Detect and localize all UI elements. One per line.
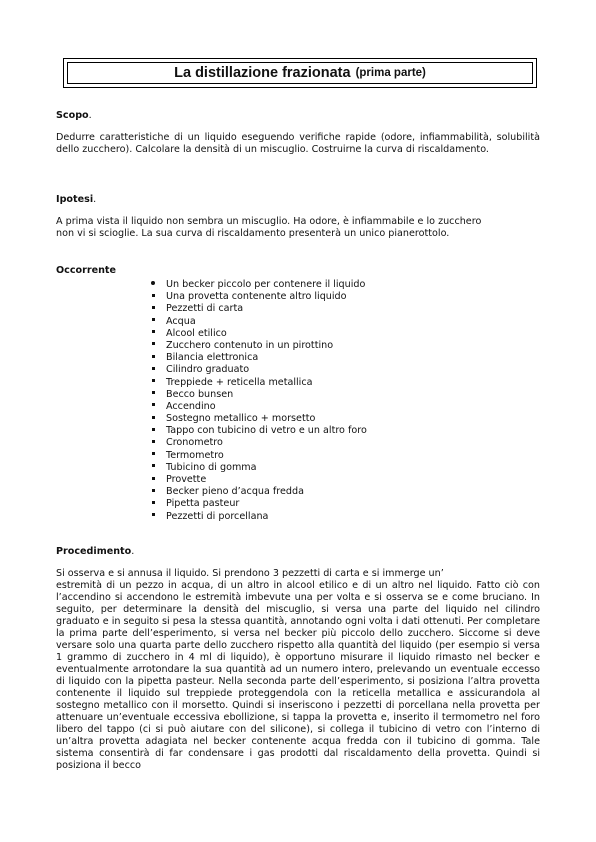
- square-bullet-icon: [148, 364, 158, 376]
- square-bullet-icon: [148, 474, 158, 486]
- procedimento-text: estremità di un pezzo in acqua, di un altro in alcool etilico e di un altro nel liquido. Fatto ciò con l’accendino si accendono le estremità imbevute una per volta e si osserva se e come bruciano. In seguito, per determinare la densità del miscuglio, si versa una parte del liquido nel cilindro graduato e in seguito si pesa la stessa quantità, annotando ogni volta i dati ottenuti. Per completare la prima parte dell’esperimento, si versa nel becker più piccolo dello zucchero. Siccome si deve versare solo una quarta parte dello zucchero rispetto alla quantità del liquido (per esempio si versa 1 grammo di zucchero in 4 ml di liquido), è opportuno misurare il liquido rimasto nel becker e eventualmente arrotondare la sua quantità ad un numero intero, prelevando un eventuale eccesso di liquido con la pipetta pasteur. Nella seconda parte dell’esperimento, si posiziona l’altra provetta contenente il liquido sul treppiede proteggendola con la reticella metallica e assicurandola al sostegno metallico con il morsetto. Quindi si inseriscono i pezzetti di porcellana nella provetta per attenuare un’eventuale eccessiva ebollizione, si tappa la provetta e, inserito il termometro nel foro libero del tappo (ci si può aiutare con del silicone), si collega il tubicino di vetro con l’interno di un’altra provetta adagiata nel becker contenente acqua fredda con il tubicino di gomma. Tale sistema consentirà di far condensare i gas prodotti dal riscaldamento della provetta. Quindi si posiziona il becco: [56, 580, 540, 771]
- material-item: [148, 377, 367, 389]
- round-bullet-icon: [148, 279, 158, 291]
- material-item: [148, 425, 367, 437]
- material-item-label: Termometro: [166, 449, 224, 461]
- square-bullet-icon: [148, 413, 158, 425]
- square-bullet-icon: [148, 303, 158, 315]
- material-item-label: Alcool etilico: [166, 327, 227, 339]
- material-item: [148, 279, 367, 291]
- material-item: [148, 450, 367, 462]
- section-ipotesi: [56, 194, 540, 240]
- square-bullet-icon: [148, 389, 158, 401]
- square-bullet-icon: [148, 486, 158, 498]
- material-item: [148, 303, 367, 315]
- ipotesi-line-2: non vi si scioglie. La sua curva di riscaldamento presenterà un unico pianerottolo.: [56, 228, 450, 239]
- material-item-label: Pipetta pasteur: [166, 498, 240, 510]
- ipotesi-line-1: A prima vista il liquido non sembra un miscuglio. Ha odore, è infiammabile e lo zucchero: [56, 216, 482, 227]
- square-bullet-icon: [148, 511, 158, 523]
- materials-list: [148, 279, 367, 523]
- section-occorrente: [56, 265, 540, 277]
- procedimento-first-line: Si osserva e si annusa il liquido. Si prendono 3 pezzetti di carta e si immerge un’: [56, 568, 444, 579]
- material-item-label: Pezzetti di porcellana: [166, 510, 269, 522]
- heading-ipotesi: Ipotesi.: [56, 194, 97, 205]
- section-procedimento: [56, 546, 540, 772]
- material-item-label: Becker pieno d’acqua fredda: [166, 486, 304, 498]
- square-bullet-icon: [148, 291, 158, 303]
- square-bullet-icon: [148, 462, 158, 474]
- material-item-label: Treppiede + reticella metallica: [166, 376, 313, 388]
- material-item: [148, 462, 367, 474]
- material-item-label: Bilancia elettronica: [166, 352, 259, 364]
- square-bullet-icon: [148, 498, 158, 510]
- square-bullet-icon: [148, 316, 158, 328]
- square-bullet-icon: [148, 377, 158, 389]
- material-item-label: Provette: [166, 474, 207, 485]
- square-bullet-icon: [148, 340, 158, 352]
- material-item: [148, 486, 367, 498]
- title-box-inner: [67, 62, 533, 84]
- material-item-label: Becco bunsen: [166, 388, 234, 400]
- heading-scopo: Scopo.: [56, 110, 92, 121]
- material-item: [148, 437, 367, 449]
- material-item: [148, 511, 367, 523]
- material-item: [148, 401, 367, 413]
- square-bullet-icon: [148, 437, 158, 449]
- title-box: [63, 58, 537, 88]
- material-item-label: Tappo con tubicino di vetro e un altro foro: [166, 425, 367, 437]
- scopo-text: Dedurre caratteristiche di un liquido eseguendo verifiche rapide (odore, infiammabilità, solubilità dello zucchero). Calcolare la densità di un miscuglio. Costruirne la curva di riscaldamento.: [56, 132, 540, 155]
- section-scopo: [56, 110, 540, 156]
- material-item-label: Zucchero contenuto in un pirottino: [166, 339, 334, 351]
- material-item: [148, 340, 367, 352]
- material-item: [148, 498, 367, 510]
- material-item-label: Una provetta contenente altro liquido: [166, 291, 347, 303]
- material-item-label: Cronometro: [166, 437, 223, 449]
- heading-occorrente: Occorrente: [56, 265, 117, 276]
- square-bullet-icon: [148, 450, 158, 462]
- material-item: [148, 389, 367, 401]
- square-bullet-icon: [148, 425, 158, 437]
- square-bullet-icon: [148, 401, 158, 413]
- material-item: [148, 413, 367, 425]
- material-item: [148, 316, 367, 328]
- document-title: La distillazione frazionata: [174, 65, 351, 81]
- material-item-label: Tubicino di gomma: [166, 461, 257, 473]
- material-item: [148, 474, 367, 486]
- material-item-label: Accendino: [166, 400, 216, 412]
- material-item: [148, 364, 367, 376]
- material-item-label: Un becker piccolo per contenere il liquido: [166, 279, 366, 290]
- material-item: [148, 352, 367, 364]
- heading-procedimento: Procedimento.: [56, 546, 135, 557]
- document-subtitle: (prima parte): [355, 67, 426, 79]
- material-item-label: Cilindro graduato: [166, 364, 250, 376]
- square-bullet-icon: [148, 352, 158, 364]
- material-item: [148, 291, 367, 303]
- material-item-label: Sostegno metallico + morsetto: [166, 413, 316, 425]
- square-bullet-icon: [148, 328, 158, 340]
- material-item: [148, 328, 367, 340]
- material-item-label: Acqua: [166, 315, 196, 327]
- material-item-label: Pezzetti di carta: [166, 303, 244, 315]
